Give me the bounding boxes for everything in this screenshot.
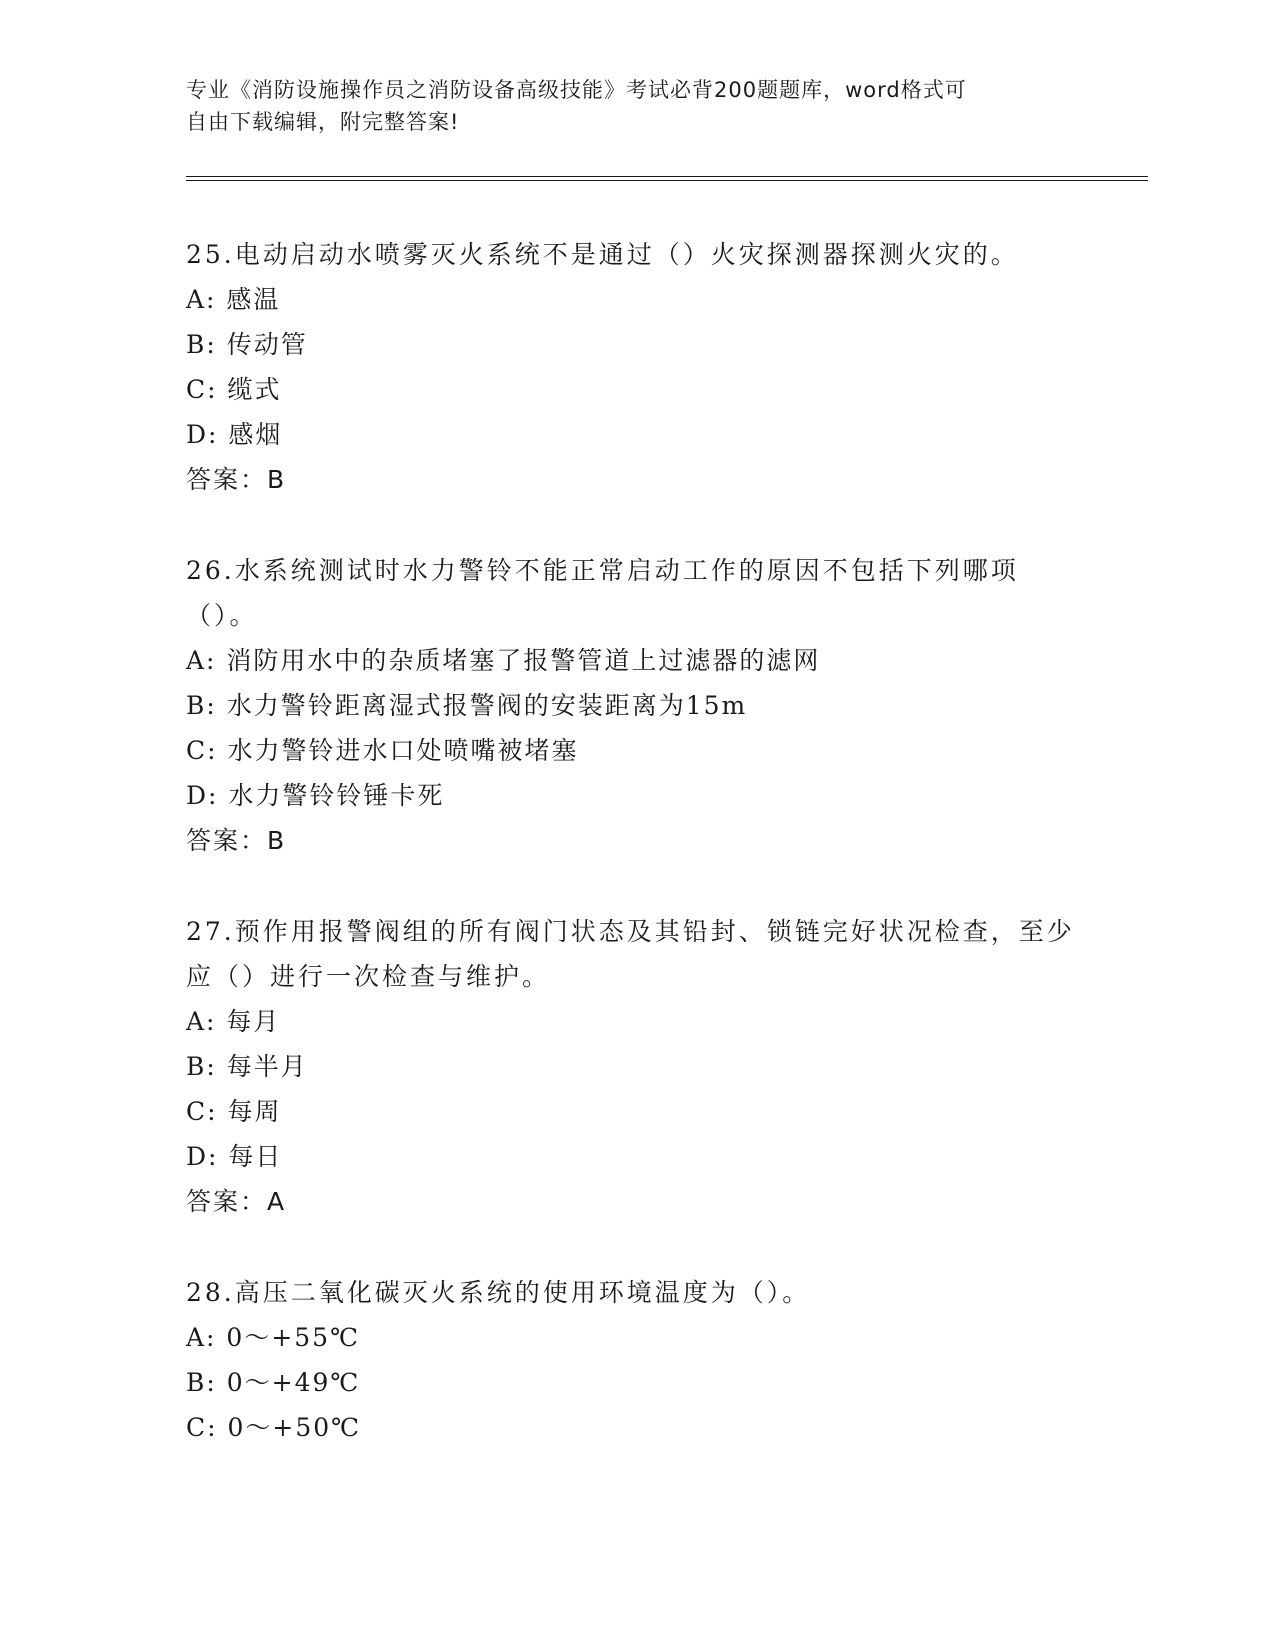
answer-line: 答案：B [186, 465, 287, 494]
answer-line: 答案：B [186, 826, 287, 855]
question-25 [186, 232, 1086, 502]
header-line-2: 自由下载编辑，附完整答案! [186, 110, 460, 134]
question-26 [186, 548, 1086, 863]
option-a: A: 消防用水中的杂质堵塞了报警管道上过滤器的滤网 [186, 646, 821, 675]
question-list [186, 232, 1086, 1496]
header-divider [186, 176, 1148, 181]
option-d: D: 每日 [186, 1142, 283, 1171]
option-c: C: 水力警铃进水口处喷嘴被堵塞 [186, 736, 579, 765]
question-27 [186, 909, 1086, 1224]
header-line-1: 专业《消防设施操作员之消防设备高级技能》考试必背200题题库，word格式可 [186, 78, 967, 102]
option-a: A: 感温 [186, 285, 281, 314]
option-c: C: 每周 [186, 1097, 282, 1126]
option-c: C: 0～+50℃ [186, 1413, 362, 1442]
question-stem: 25.电动启动水喷雾灭火系统不是通过（）火灾探测器探测火灾的。 [186, 240, 1019, 269]
option-c: C: 缆式 [186, 375, 282, 404]
document-header [186, 74, 1066, 138]
question-stem: 26.水系统测试时水力警铃不能正常启动工作的原因不包括下列哪项（）。 [186, 556, 1019, 630]
option-b: B: 0～+49℃ [186, 1368, 361, 1397]
answer-line: 答案：A [186, 1187, 287, 1216]
option-d: D: 水力警铃铃锤卡死 [186, 781, 445, 810]
question-28 [186, 1270, 1086, 1450]
question-stem: 27.预作用报警阀组的所有阀门状态及其铅封、锁链完好状况检查，至少应（）进行一次检查与维护。 [186, 917, 1075, 991]
option-a: A: 0～+55℃ [186, 1323, 361, 1352]
question-stem: 28.高压二氧化碳灭火系统的使用环境温度为（）。 [186, 1278, 811, 1307]
option-a: A: 每月 [186, 1007, 281, 1036]
option-d: D: 感烟 [186, 420, 283, 449]
option-b: B: 每半月 [186, 1052, 308, 1081]
option-b: B: 水力警铃距离湿式报警阀的安装距离为15m [186, 691, 748, 720]
option-b: B: 传动管 [186, 330, 308, 359]
